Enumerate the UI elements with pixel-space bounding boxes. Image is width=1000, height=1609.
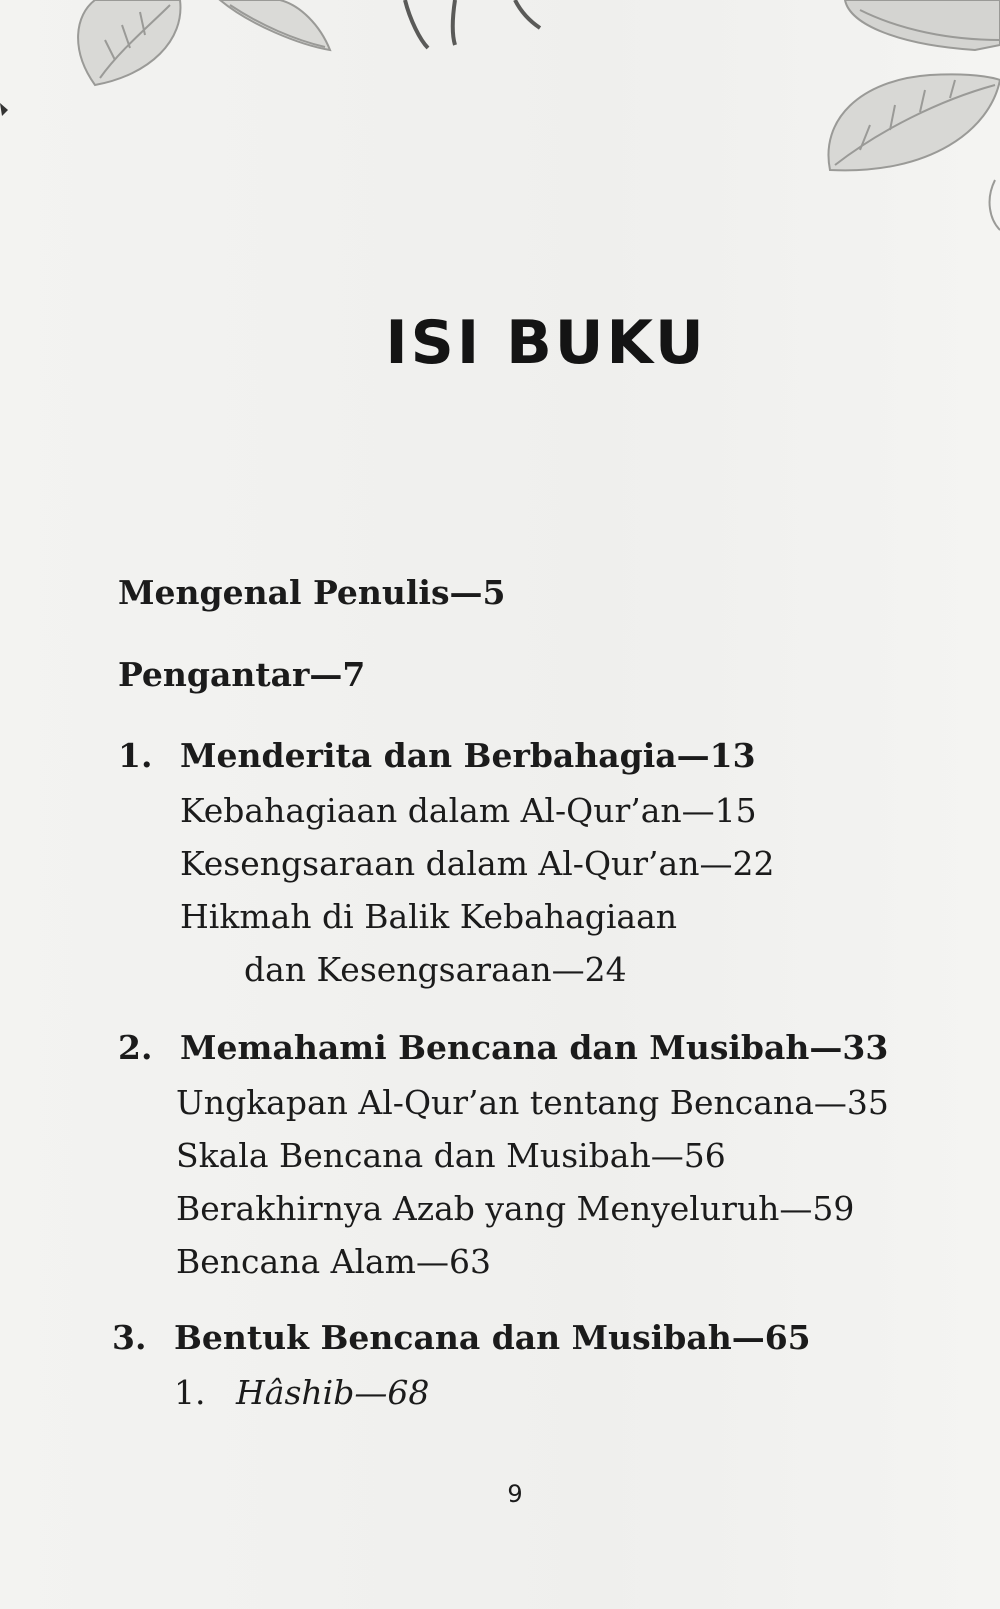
toc-entry-front: Pengantar—7 — [118, 655, 366, 694]
page-title: ISI BUKU — [385, 308, 707, 378]
chapter-title: Bentuk Bencana dan Musibah—65 — [174, 1318, 811, 1357]
subitem-number: 1. — [174, 1373, 206, 1412]
toc-subentry: Hikmah di Balik Kebahagiaan — [180, 897, 678, 936]
toc-subentry-continued: dan Kesengsaraan—24 — [244, 950, 627, 989]
chapter-number: 1. — [118, 736, 153, 775]
toc-subentry: Ungkapan Al-Qur’an tentang Bencana—35 — [176, 1083, 889, 1122]
toc-subentry: Kebahagiaan dalam Al-Qur’an—15 — [180, 791, 757, 830]
toc-subentry: Berakhirnya Azab yang Menyeluruh—59 — [176, 1189, 855, 1228]
chapter-number: 2. — [118, 1028, 153, 1067]
toc-subentry: Kesengsaraan dalam Al-Qur’an—22 — [180, 844, 775, 883]
toc-entry-front: Mengenal Penulis—5 — [118, 573, 506, 612]
toc-chapter — [112, 1310, 811, 1365]
page-number: 9 — [507, 1480, 523, 1508]
toc-subitem — [174, 1365, 429, 1420]
chapter-title: Memahami Bencana dan Musibah—33 — [180, 1028, 889, 1067]
chapter-title: Menderita dan Berbahagia—13 — [180, 736, 756, 775]
toc-subentry: Skala Bencana dan Musibah—56 — [176, 1136, 726, 1175]
toc-subentry: Bencana Alam—63 — [176, 1242, 491, 1281]
chapter-number: 3. — [112, 1318, 147, 1357]
toc-chapter — [118, 728, 756, 783]
toc-chapter — [118, 1020, 888, 1075]
leaf-illustration-icon — [0, 0, 1000, 240]
subitem-label: Hâshib—68 — [236, 1373, 430, 1412]
